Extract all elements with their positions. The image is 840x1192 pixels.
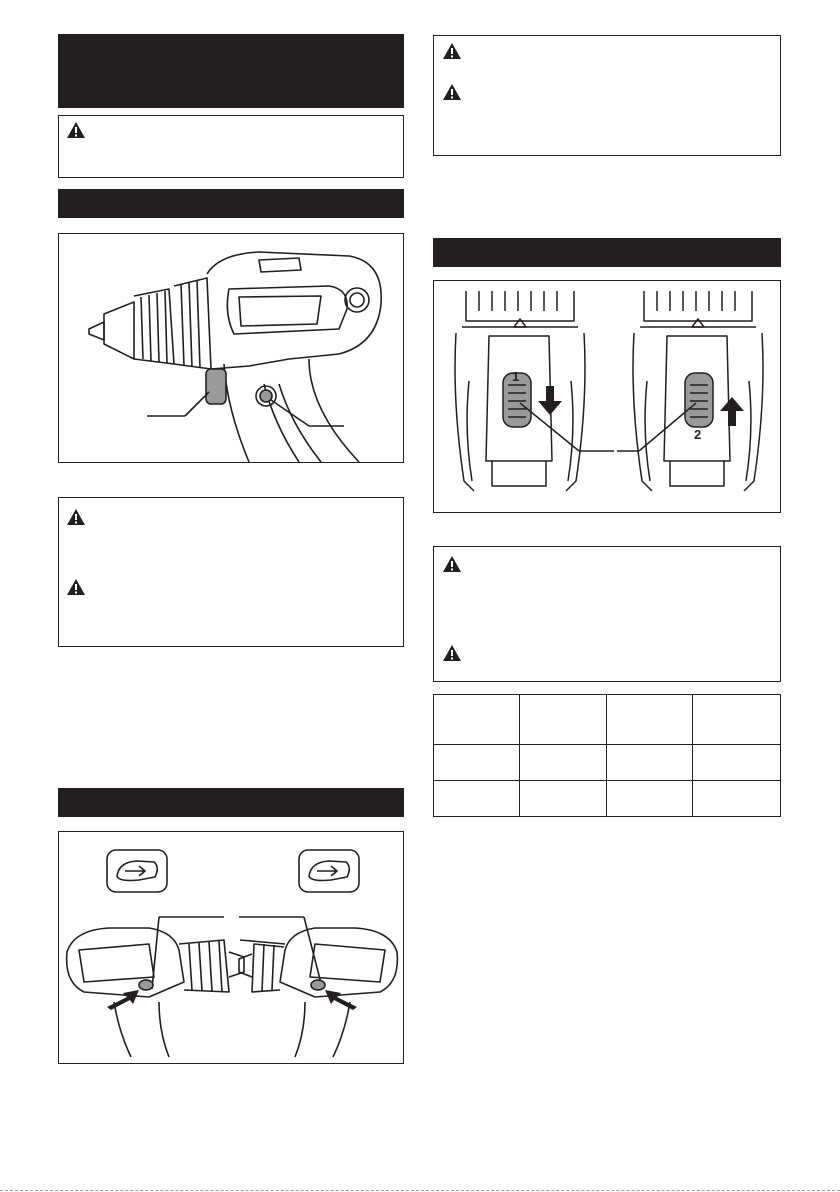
speed-table xyxy=(433,694,781,817)
table-cell xyxy=(434,695,520,745)
drill-switch-illustration xyxy=(59,234,404,463)
figure-drill-switch xyxy=(58,233,404,463)
reversing-switch-illustration xyxy=(59,832,404,1064)
caution-box-1 xyxy=(58,115,404,178)
table-cell xyxy=(519,745,606,781)
table-row xyxy=(434,695,781,745)
table-cell xyxy=(434,745,520,781)
warning-triangle-icon xyxy=(66,508,86,526)
table-cell xyxy=(693,745,781,781)
caution-box-3 xyxy=(433,35,781,156)
section-heading-bar-2 xyxy=(433,238,781,267)
table-cell xyxy=(693,781,781,817)
table-cell xyxy=(606,695,693,745)
table-cell xyxy=(519,695,606,745)
table-cell xyxy=(434,781,520,817)
table-row xyxy=(434,781,781,817)
speed-label-high: 2 xyxy=(694,427,702,442)
warning-triangle-icon xyxy=(66,121,86,139)
table-row xyxy=(434,745,781,781)
table-cell xyxy=(606,745,693,781)
warning-triangle-icon xyxy=(442,42,462,60)
warning-triangle-icon xyxy=(442,555,462,573)
title-block xyxy=(58,34,404,108)
table-cell xyxy=(606,781,693,817)
warning-triangle-icon xyxy=(442,83,462,101)
warning-triangle-icon xyxy=(66,578,86,596)
figure-reversing-switch xyxy=(58,831,404,1064)
speed-change-illustration xyxy=(434,281,781,513)
speed-label-low: 1 xyxy=(512,369,520,384)
caution-box-4 xyxy=(433,546,781,682)
section-heading-bar-3 xyxy=(58,788,404,817)
table-cell xyxy=(693,695,781,745)
caution-box-2 xyxy=(58,497,404,647)
figure-speed-change-lever xyxy=(433,280,781,513)
page-edge-line xyxy=(0,1190,840,1191)
table-cell xyxy=(519,781,606,817)
section-heading-bar-1 xyxy=(58,189,404,218)
warning-triangle-icon xyxy=(442,644,462,662)
